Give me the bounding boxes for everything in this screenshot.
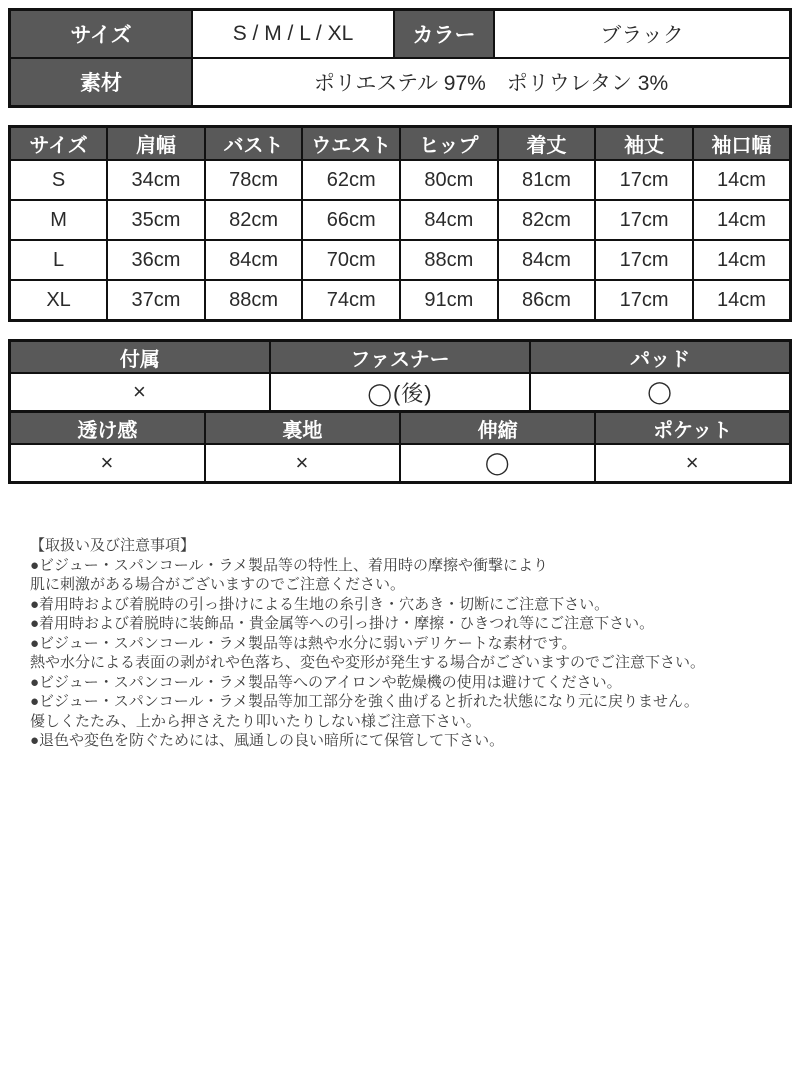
cell-bust: 78cm (205, 160, 303, 200)
cell-cuff: 14cm (693, 200, 791, 240)
care-note-line: 優しくたたみ、上から押さえたり叩いたりしない様ご注意下さい。 (30, 712, 481, 730)
cell-length: 81cm (498, 160, 596, 200)
cell-cuff: 14cm (693, 240, 791, 280)
column-header-hip: ヒップ (400, 127, 498, 161)
features-b-header-row (10, 412, 791, 445)
cell-sleeve: 17cm (595, 160, 693, 200)
table-row-l (10, 240, 791, 280)
table-row-xl (10, 280, 791, 321)
header-lining: 裏地 (205, 412, 400, 445)
features-table-a (8, 339, 792, 413)
care-note-line: ●着用時および着脱時の引っ掛けによる生地の糸引き・穴あき・切断にご注意下さい。 (30, 595, 610, 613)
cell-cuff: 14cm (693, 280, 791, 321)
cell-waist: 66cm (302, 200, 400, 240)
value-pad: ◯ (530, 373, 790, 412)
care-notes-title: 【取扱い及び注意事項】 (30, 537, 196, 554)
cell-bust: 84cm (205, 240, 303, 280)
spec-table (8, 8, 792, 108)
column-header-sleeve: 袖丈 (595, 127, 693, 161)
cell-size: S (10, 160, 108, 200)
cell-sleeve: 17cm (595, 240, 693, 280)
cell-waist: 70cm (302, 240, 400, 280)
header-pad: パッド (530, 341, 790, 374)
cell-hip: 84cm (400, 200, 498, 240)
care-note-line: ●退色や変色を防ぐためには、風通しの良い暗所にて保管して下さい。 (30, 732, 505, 749)
table-row-m (10, 200, 791, 240)
cell-size: XL (10, 280, 108, 321)
size-label: サイズ (10, 10, 193, 59)
cell-shoulder: 34cm (107, 160, 205, 200)
measurements-table (8, 125, 792, 322)
column-header-length: 着丈 (498, 127, 596, 161)
value-pocket: × (595, 444, 790, 483)
care-note-line: ●ビジュー・スパンコール・ラメ製品等加工部分を強く曲げると折れた状態になり元に戻りません。 (30, 693, 699, 710)
header-accessory: 付属 (10, 341, 270, 374)
cell-shoulder: 37cm (107, 280, 205, 321)
color-label: カラー (394, 10, 494, 59)
cell-waist: 74cm (302, 280, 400, 321)
material-value: ポリエステル 97% ポリウレタン 3% (192, 58, 791, 107)
features-b-value-row (10, 444, 791, 483)
column-header-bust: バスト (205, 127, 303, 161)
cell-length: 86cm (498, 280, 596, 321)
spec-row-material (10, 58, 791, 107)
cell-hip: 88cm (400, 240, 498, 280)
value-stretch: ◯ (400, 444, 595, 483)
care-note-line: ●ビジュー・スパンコール・ラメ製品等は熱や水分に弱いデリケートな素材です。 (30, 634, 577, 652)
cell-waist: 62cm (302, 160, 400, 200)
care-note-line: ●ビジュー・スパンコール・ラメ製品等へのアイロンや乾燥機の使用は避けてください。 (30, 673, 622, 691)
header-sheerness: 透け感 (10, 412, 205, 445)
cell-length: 82cm (498, 200, 596, 240)
cell-bust: 88cm (205, 280, 303, 321)
cell-hip: 91cm (400, 280, 498, 321)
care-note-line: ●ビジュー・スパンコール・ラメ製品等の特性上、着用時の摩擦や衝撃により (30, 556, 549, 574)
value-lining: × (205, 444, 400, 483)
material-label: 素材 (10, 58, 193, 107)
cell-length: 84cm (498, 240, 596, 280)
cell-size: L (10, 240, 108, 280)
care-note-line: 熱や水分による表面の剥がれや色落ち、変色や変形が発生する場合がございますのでご注意下さい。 (30, 654, 706, 671)
features-table-b (8, 410, 792, 484)
cell-shoulder: 36cm (107, 240, 205, 280)
value-fastener: ◯(後) (270, 373, 530, 412)
header-stretch: 伸縮 (400, 412, 595, 445)
size-value: S / M / L / XL (192, 10, 394, 59)
cell-sleeve: 17cm (595, 200, 693, 240)
header-pocket: ポケット (595, 412, 790, 445)
care-note-line: ●着用時および着脱時に装飾品・貴金属等への引っ掛け・摩擦・ひきつれ等にご注意下さい。 (30, 615, 655, 632)
cell-size: M (10, 200, 108, 240)
features-a-value-row (10, 373, 791, 412)
value-accessory: × (10, 373, 270, 412)
column-header-size: サイズ (10, 127, 108, 161)
cell-sleeve: 17cm (595, 280, 693, 321)
column-header-cuff: 袖口幅 (693, 127, 791, 161)
color-value: ブラック (494, 10, 791, 59)
spec-row-size-color (10, 10, 791, 59)
care-notes (30, 536, 782, 751)
column-header-shoulder: 肩幅 (107, 127, 205, 161)
measurements-header-row (10, 127, 791, 161)
header-fastener: ファスナー (270, 341, 530, 374)
value-sheerness: × (10, 444, 205, 483)
table-row-s (10, 160, 791, 200)
cell-shoulder: 35cm (107, 200, 205, 240)
cell-cuff: 14cm (693, 160, 791, 200)
features-a-header-row (10, 341, 791, 374)
cell-bust: 82cm (205, 200, 303, 240)
care-note-line: 肌に刺激がある場合がございますのでご注意ください。 (30, 576, 406, 593)
column-header-waist: ウエスト (302, 127, 400, 161)
cell-hip: 80cm (400, 160, 498, 200)
